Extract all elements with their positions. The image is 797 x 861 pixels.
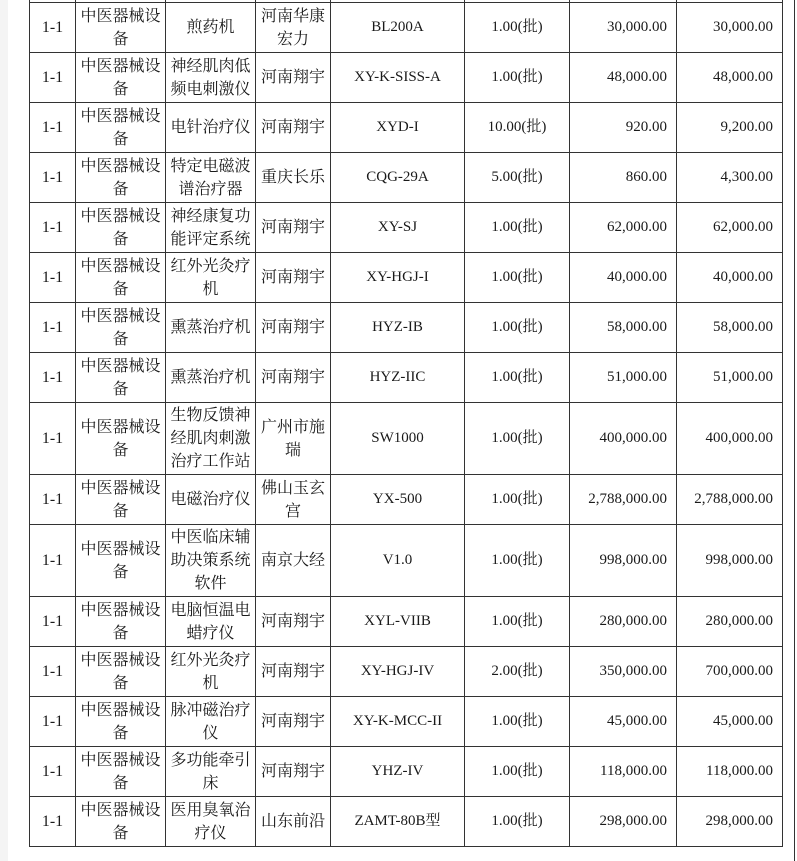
cell-equipment-name: 煎药机: [166, 3, 256, 53]
cell-category: 中医器械设备: [76, 525, 166, 597]
cell-unit-price: 48,000.00: [570, 53, 677, 103]
cell-manufacturer: 河南翔宇: [256, 303, 331, 353]
cell-category: 中医器械设备: [76, 153, 166, 203]
cell-quantity: 1.00(批): [465, 475, 570, 525]
cell-manufacturer: 河南翔宇: [256, 103, 331, 153]
cell-total-price: 4,300.00: [677, 153, 783, 203]
cell-seq: 1-1: [30, 153, 76, 203]
cell-equipment-name: 红外光灸疗机: [166, 253, 256, 303]
table-row: [30, 647, 783, 697]
cell-seq: 1-1: [30, 403, 76, 475]
cell-manufacturer: 南京大经: [256, 525, 331, 597]
cell-manufacturer: 河南翔宇: [256, 253, 331, 303]
cell-unit-price: 30,000.00: [570, 3, 677, 53]
table-row: [30, 103, 783, 153]
cell-unit-price: 920.00: [570, 103, 677, 153]
cell-unit-price: 40,000.00: [570, 253, 677, 303]
cell-category: 中医器械设备: [76, 253, 166, 303]
cell-unit-price: 118,000.00: [570, 747, 677, 797]
cell-total-price: 998,000.00: [677, 525, 783, 597]
cell-seq: 1-1: [30, 597, 76, 647]
table-row: [30, 697, 783, 747]
cell-category: 中医器械设备: [76, 597, 166, 647]
cell-seq: 1-1: [30, 303, 76, 353]
cell-category: 中医器械设备: [76, 53, 166, 103]
cell-total-price: 2,788,000.00: [677, 475, 783, 525]
table-row: [30, 525, 783, 597]
cell-model: XY-K-SISS-A: [331, 53, 465, 103]
cell-equipment-name: 多功能牵引床: [166, 747, 256, 797]
cell-category: 中医器械设备: [76, 403, 166, 475]
cell-total-price: 40,000.00: [677, 253, 783, 303]
cell-category: 中医器械设备: [76, 647, 166, 697]
page-left-strip: [0, 0, 8, 861]
cell-model: XYD-I: [331, 103, 465, 153]
cell-quantity: 1.00(批): [465, 253, 570, 303]
cell-category: 中医器械设备: [76, 303, 166, 353]
cell-manufacturer: 河南翔宇: [256, 697, 331, 747]
cell-equipment-name: 神经肌肉低频电刺激仪: [166, 53, 256, 103]
cell-unit-price: 45,000.00: [570, 697, 677, 747]
cell-seq: 1-1: [30, 747, 76, 797]
cell-model: BL200A: [331, 3, 465, 53]
cell-unit-price: 51,000.00: [570, 353, 677, 403]
table-body: [30, 0, 783, 847]
cell-category: 中医器械设备: [76, 797, 166, 847]
cell-category: 中医器械设备: [76, 3, 166, 53]
table-row: [30, 3, 783, 53]
cell-quantity: 1.00(批): [465, 747, 570, 797]
cell-equipment-name: 熏蒸治疗机: [166, 353, 256, 403]
cell-category: 中医器械设备: [76, 103, 166, 153]
table-row: [30, 403, 783, 475]
cell-category: 中医器械设备: [76, 353, 166, 403]
cell-total-price: 9,200.00: [677, 103, 783, 153]
cell-quantity: 1.00(批): [465, 697, 570, 747]
cell-total-price: 45,000.00: [677, 697, 783, 747]
cell-unit-price: 2,788,000.00: [570, 475, 677, 525]
cell-seq: 1-1: [30, 53, 76, 103]
cell-model: XY-SJ: [331, 203, 465, 253]
cell-model: XY-HGJ-IV: [331, 647, 465, 697]
cell-unit-price: 998,000.00: [570, 525, 677, 597]
procurement-items-table: [29, 0, 783, 847]
cell-seq: 1-1: [30, 647, 76, 697]
cell-seq: 1-1: [30, 353, 76, 403]
cell-unit-price: 400,000.00: [570, 403, 677, 475]
table-row: [30, 253, 783, 303]
table-row: [30, 153, 783, 203]
table-row: [30, 797, 783, 847]
cell-model: XY-K-MCC-II: [331, 697, 465, 747]
cell-unit-price: 860.00: [570, 153, 677, 203]
cell-equipment-name: 红外光灸疗机: [166, 647, 256, 697]
cell-seq: 1-1: [30, 797, 76, 847]
cell-unit-price: 58,000.00: [570, 303, 677, 353]
cell-quantity: 1.00(批): [465, 303, 570, 353]
cell-model: YHZ-IV: [331, 747, 465, 797]
cell-equipment-name: 熏蒸治疗机: [166, 303, 256, 353]
cell-manufacturer: 河南华康宏力: [256, 3, 331, 53]
table-row: [30, 353, 783, 403]
cell-total-price: 298,000.00: [677, 797, 783, 847]
cell-total-price: 62,000.00: [677, 203, 783, 253]
cell-model: CQG-29A: [331, 153, 465, 203]
cell-equipment-name: 中医临床辅助决策系统软件: [166, 525, 256, 597]
cell-equipment-name: 特定电磁波谱治疗器: [166, 153, 256, 203]
cell-seq: 1-1: [30, 3, 76, 53]
cell-total-price: 118,000.00: [677, 747, 783, 797]
cell-total-price: 400,000.00: [677, 403, 783, 475]
table-row: [30, 203, 783, 253]
cell-manufacturer: 河南翔宇: [256, 53, 331, 103]
cell-quantity: 1.00(批): [465, 3, 570, 53]
cell-equipment-name: 脉冲磁治疗仪: [166, 697, 256, 747]
table-row: [30, 747, 783, 797]
cell-quantity: 1.00(批): [465, 353, 570, 403]
cell-unit-price: 350,000.00: [570, 647, 677, 697]
page-right-frame-border: [794, 0, 795, 861]
cell-manufacturer: 河南翔宇: [256, 353, 331, 403]
cell-quantity: 5.00(批): [465, 153, 570, 203]
cell-seq: 1-1: [30, 203, 76, 253]
cell-total-price: 58,000.00: [677, 303, 783, 353]
cell-seq: 1-1: [30, 697, 76, 747]
table-row: [30, 475, 783, 525]
cell-unit-price: 280,000.00: [570, 597, 677, 647]
cell-category: 中医器械设备: [76, 697, 166, 747]
cell-model: XYL-VIIB: [331, 597, 465, 647]
cell-quantity: 2.00(批): [465, 647, 570, 697]
cell-manufacturer: 河南翔宇: [256, 647, 331, 697]
cell-quantity: 1.00(批): [465, 597, 570, 647]
cell-quantity: 10.00(批): [465, 103, 570, 153]
table-row: [30, 303, 783, 353]
cell-quantity: 1.00(批): [465, 525, 570, 597]
cell-manufacturer: 佛山玉玄宫: [256, 475, 331, 525]
cell-model: YX-500: [331, 475, 465, 525]
cell-model: XY-HGJ-I: [331, 253, 465, 303]
cell-total-price: 51,000.00: [677, 353, 783, 403]
cell-category: 中医器械设备: [76, 203, 166, 253]
cell-unit-price: 298,000.00: [570, 797, 677, 847]
cell-seq: 1-1: [30, 103, 76, 153]
cell-equipment-name: 神经康复功能评定系统: [166, 203, 256, 253]
cell-unit-price: 62,000.00: [570, 203, 677, 253]
cell-seq: 1-1: [30, 253, 76, 303]
cell-model: V1.0: [331, 525, 465, 597]
cell-quantity: 1.00(批): [465, 53, 570, 103]
cell-model: HYZ-IB: [331, 303, 465, 353]
cell-manufacturer: 广州市施瑞: [256, 403, 331, 475]
cell-equipment-name: 生物反馈神经肌肉刺激治疗工作站: [166, 403, 256, 475]
cell-total-price: 48,000.00: [677, 53, 783, 103]
cell-model: HYZ-IIC: [331, 353, 465, 403]
cell-equipment-name: 医用臭氧治疗仪: [166, 797, 256, 847]
cell-equipment-name: 电磁治疗仪: [166, 475, 256, 525]
cell-quantity: 1.00(批): [465, 403, 570, 475]
cell-total-price: 700,000.00: [677, 647, 783, 697]
table-row: [30, 53, 783, 103]
table-row: [30, 597, 783, 647]
cell-manufacturer: 河南翔宇: [256, 747, 331, 797]
cell-manufacturer: 河南翔宇: [256, 203, 331, 253]
cell-quantity: 1.00(批): [465, 797, 570, 847]
cell-model: ZAMT-80B型: [331, 797, 465, 847]
cell-manufacturer: 河南翔宇: [256, 597, 331, 647]
cell-category: 中医器械设备: [76, 747, 166, 797]
cell-total-price: 30,000.00: [677, 3, 783, 53]
cell-total-price: 280,000.00: [677, 597, 783, 647]
cell-manufacturer: 山东前沿: [256, 797, 331, 847]
cell-seq: 1-1: [30, 525, 76, 597]
cell-model: SW1000: [331, 403, 465, 475]
cell-equipment-name: 电针治疗仪: [166, 103, 256, 153]
cell-manufacturer: 重庆长乐: [256, 153, 331, 203]
cell-quantity: 1.00(批): [465, 203, 570, 253]
cell-seq: 1-1: [30, 475, 76, 525]
cell-equipment-name: 电脑恒温电蜡疗仪: [166, 597, 256, 647]
cell-category: 中医器械设备: [76, 475, 166, 525]
